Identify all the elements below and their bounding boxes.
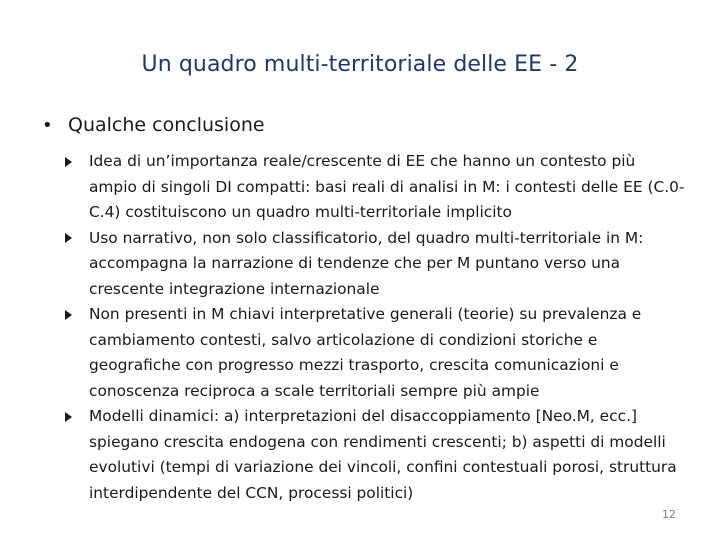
list-item [65, 149, 685, 226]
page-number: 12 [662, 508, 676, 521]
list-item-text: Uso narrativo, non solo classificatorio, del quadro multi-territoriale in M: accompagna la narrazione di tendenze che per M puntano verso una crescente integrazione internazionale [89, 228, 644, 298]
list-item-text: Non presenti in M chiavi interpretative generali (teorie) su prevalenza e cambiamento contesti, salvo articolazione di condizioni storiche e geografiche con progresso mezzi trasporto, crescita comunicazioni e conoscenza reciproca a scale territoriali sempre più ampie [89, 305, 642, 400]
triangle-right-icon [65, 404, 89, 430]
sub-bullet-list [65, 149, 685, 506]
list-item-text: Modelli dinamici: a) interpretazioni del disaccoppiamento [Neo.M, ecc.] spiegano crescita endogena con rendimenti crescenti; b) aspetti di modelli evolutivi (tempi di variazione dei vincoli, confini contestuali porosi, struttura interdipendente del CCN, processi politici) [89, 407, 677, 502]
list-item [65, 226, 685, 303]
list-item [65, 302, 685, 404]
triangle-right-icon [65, 149, 89, 175]
main-bullet [42, 114, 265, 136]
triangle-right-icon [65, 226, 89, 252]
list-item-text: Idea di un’importanza reale/crescente di EE che hanno un contesto più ampio di singoli DI compatti: basi reali di analisi in M: i contesti delle EE (C.0-C.4) costituiscono un quadro multi-territoriale implicito [89, 152, 685, 221]
triangle-right-icon [65, 302, 89, 328]
list-item [65, 404, 685, 506]
slide-title: Un quadro multi-territoriale delle EE - 2 [141, 52, 579, 77]
bullet-dot: • [42, 115, 53, 136]
main-bullet-text: Qualche conclusione [68, 114, 265, 136]
